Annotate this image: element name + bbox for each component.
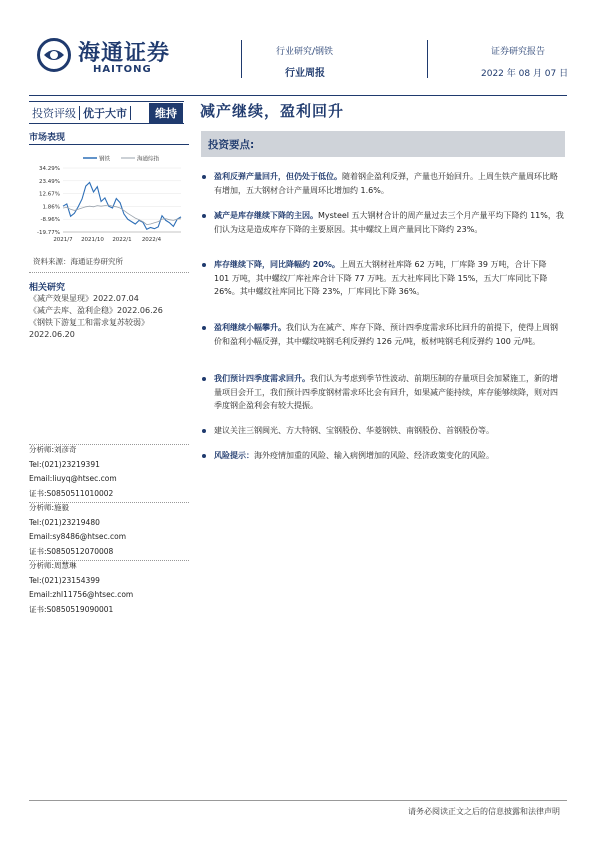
- bullet-head: 盈利反弹产量回升，但仍处于低位。: [214, 172, 342, 181]
- invest-bullet: [202, 321, 564, 348]
- analyst-name: 分析师:周慧琳: [29, 561, 77, 570]
- rating-value: 优于大市: [83, 106, 127, 120]
- invest-bullet: [202, 449, 564, 463]
- report-date: 2022 年 08 月 07 日: [481, 69, 569, 79]
- invest-bullet: [202, 372, 564, 413]
- invest-header-bg: [201, 131, 565, 157]
- bullet-icon: [202, 263, 206, 267]
- analyst-email[interactable]: Email:sy8486@htsec.com: [29, 532, 127, 541]
- invest-bullet: [202, 209, 564, 236]
- invest-bullet: [202, 424, 564, 438]
- footer-disclaimer[interactable]: 请务必阅读正文之后的信息披露和法律声明: [408, 807, 560, 816]
- bullet-icon: [202, 429, 206, 433]
- header-divider-2: [427, 40, 428, 78]
- bullet-body: 上周五大钢材社库降 62 万吨，厂库降 39 万吨，合计下降 101 万吨，其中螺纹厂库社库合计下降 77 万吨。五大社库同比下降 15%，五大厂库同比下降 26%。其中螺纹社库同比下降 23%，厂库同比下降 36%。: [214, 260, 548, 296]
- legend-label: 钢铁: [99, 156, 111, 163]
- related-item-date: 2022.06.20: [29, 330, 75, 339]
- bullet-icon: [202, 214, 206, 218]
- y-tick-label: -19.77%: [37, 230, 60, 236]
- header-divider: [241, 40, 242, 78]
- x-tick-label: 2022/4: [141, 237, 162, 243]
- y-tick-label: 12.67%: [39, 191, 60, 198]
- bullet-head: 我们预计四季度需求回升。: [214, 374, 310, 383]
- market-rule: [29, 144, 189, 145]
- divider: [29, 272, 189, 273]
- analyst-name: 分析师:施毅: [29, 503, 70, 512]
- y-tick-label: 1.86%: [42, 204, 60, 211]
- invest-bullet: [202, 258, 564, 299]
- analyst-cert: 证书:S0850512070008: [29, 546, 114, 556]
- market-section-title: 市场表现: [29, 133, 66, 143]
- rating-bar: [29, 101, 184, 124]
- bullet-body: 建议关注三钢闽光、方大特钢、宝钢股份、华菱钢铁、南钢股份、首钢股份等。: [214, 426, 494, 435]
- bullet-icon: [202, 377, 206, 381]
- logo-chinese: 海通证券: [78, 40, 171, 66]
- analyst-cert: 证书:S0850511010002: [29, 488, 114, 498]
- y-tick-label: 34.29%: [39, 166, 60, 172]
- page-title: 减产继续，盈利回升: [200, 102, 345, 120]
- analyst-tel: Tel:(021)23219391: [29, 459, 100, 469]
- legend-label: 海通综指: [137, 156, 160, 163]
- x-tick-label: 2022/1: [112, 237, 132, 243]
- analyst-email[interactable]: Email:zhl11756@htsec.com: [29, 590, 134, 599]
- analyst-block: [29, 559, 189, 617]
- market-chart: [29, 152, 189, 248]
- logo-english: HAITONG: [93, 64, 152, 75]
- bullet-head: 库存继续下降，同比降幅约 20%。: [214, 260, 340, 269]
- bullet-body: 随着钢企盈利反弹，产量也开始回升。上周生铁产量周环比略有增加，五大钢材合计产量周环比增加约 1.6%。: [214, 172, 558, 195]
- analyst-cert: 证书:S0850519090001: [29, 604, 114, 614]
- bullet-head: 盈利继续小幅攀升。: [214, 323, 286, 332]
- rating-label: 投资评级: [32, 106, 76, 120]
- related-section-title: 相关研究: [29, 283, 66, 293]
- related-item[interactable]: 《减产效果显现》2022.07.04: [29, 294, 139, 303]
- report-category: 行业研究/钢铁: [276, 47, 334, 57]
- analyst-tel: Tel:(021)23154399: [29, 575, 100, 585]
- related-item[interactable]: 《减产去库、盈利企稳》2022.06.26: [29, 306, 163, 315]
- report-kind: 证券研究报告: [491, 47, 546, 57]
- footer-rule: [29, 800, 567, 801]
- related-item[interactable]: 《钢铁下游复工和需求复苏较弱》: [29, 318, 149, 327]
- header-rule: [29, 95, 567, 96]
- chart-source: 资料来源：海通证券研究所: [33, 257, 123, 266]
- report-type: 行业周报: [285, 68, 325, 79]
- series-line-steel: [63, 183, 181, 230]
- analyst-block: [29, 443, 189, 501]
- y-tick-label: 23.49%: [39, 178, 60, 185]
- invest-title: 投资要点:: [208, 139, 255, 151]
- analyst-block: [29, 501, 189, 559]
- bullet-icon: [202, 175, 206, 179]
- bullet-head: 风险提示：: [214, 451, 254, 460]
- analyst-name: 分析师:刘彦奇: [29, 445, 77, 454]
- invest-bullet: [202, 170, 564, 197]
- x-tick-label: 2021/7: [53, 237, 73, 243]
- x-tick-label: 2021/10: [81, 237, 104, 243]
- bullet-body: 我们认为考虑到季节性波动、前期压制的存量项目会加紧施工，新的增量项目会开工，我们预计四季度钢材需求环比会有回升，如果减产能持续，库存能够续降，则对四季度钢企盈利会有较大提振。: [214, 374, 558, 410]
- bullet-icon: [202, 454, 206, 458]
- logo-emblem-icon: [37, 38, 71, 72]
- bullet-body: Mysteel 五大钢材合计的周产量过去三个月产量平均下降约 11%，我们认为这是造成库存下降的主要原因。其中螺纹上周产量同比下降约 23%。: [214, 211, 564, 234]
- analyst-tel: Tel:(021)23219480: [29, 517, 100, 527]
- analyst-email[interactable]: Email:liuyq@htsec.com: [29, 474, 117, 483]
- bullet-head: 减产是库存继续下降的主因。: [214, 211, 318, 220]
- bullet-icon: [202, 326, 206, 330]
- y-tick-label: -8.96%: [40, 217, 60, 224]
- bullet-body: 海外疫情加重的风险、输入病例增加的风险、经济政策变化的风险。: [254, 451, 494, 460]
- bullet-body: 我们认为在减产、库存下降、预计四季度需求环比回升的前提下，使得上周钢价和盈利小幅反弹，其中螺纹吨钢毛利反弹约 126 元/吨，板材吨钢毛利反弹约 100 元/吨。: [214, 323, 558, 346]
- rating-action: 维持: [149, 103, 183, 123]
